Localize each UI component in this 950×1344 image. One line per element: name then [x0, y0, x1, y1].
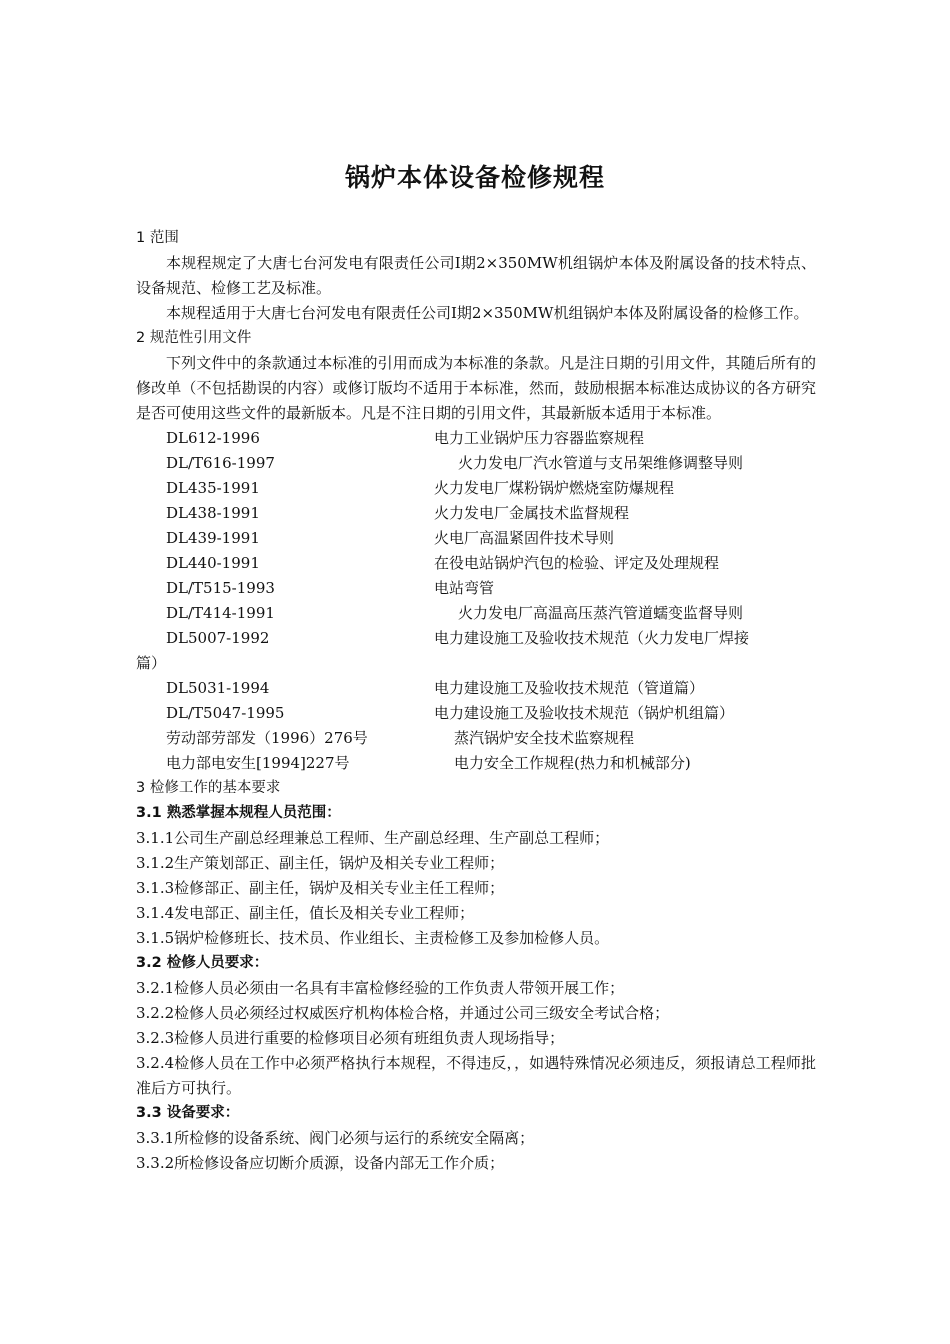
list-item: 3.2.2检修人员必须经过权威医疗机构体检合格，并通过公司三级安全考试合格；: [136, 1004, 670, 1022]
reference-code: 劳动部劳部发（1996）276号: [166, 729, 368, 747]
reference-row: [136, 701, 816, 726]
reference-code: DL/T414-1991: [166, 604, 275, 622]
reference-row: [136, 476, 816, 501]
list-item: 3.1.3检修部正、副主任，锅炉及相关专业主任工程师；: [136, 879, 505, 897]
reference-name: 蒸汽锅炉安全技术监察规程: [454, 729, 635, 747]
subsection-heading-equipment-requirements: 3.3 设备要求：: [136, 1105, 240, 1121]
list-item: 3.3.1所检修的设备系统、阀门必须与运行的系统安全隔离；: [136, 1129, 535, 1147]
reference-code: DL/T515-1993: [166, 579, 275, 597]
reference-name: 在役电站锅炉汽包的检验、评定及处理规程: [434, 554, 720, 572]
section-heading-references: 2 规范性引用文件: [136, 330, 252, 346]
reference-name: 火力发电厂煤粉锅炉燃烧室防爆规程: [434, 479, 675, 497]
reference-name: 电力建设施工及验收技术规范（火力发电厂焊接: [434, 629, 750, 647]
reference-code: DL440-1991: [166, 554, 260, 572]
reference-row: [136, 676, 816, 701]
list-item: 3.2.1检修人员必须由一名具有丰富检修经验的工作负责人带领开展工作；: [136, 979, 625, 997]
reference-code: DL5031-1994: [166, 679, 270, 697]
scope-paragraph-1: 本规程规定了大唐七台河发电有限责任公司Ⅰ期2×350MW机组锅炉本体及附属设备的技术特点、设备规范、检修工艺及标准。: [136, 254, 816, 297]
reference-row: [136, 601, 816, 626]
list-item: 3.3.2所检修设备应切断介质源，设备内部无工作介质；: [136, 1154, 505, 1172]
reference-code: DL439-1991: [166, 529, 260, 547]
reference-name-continuation: 篇）: [136, 654, 167, 672]
reference-row: [136, 576, 816, 601]
reference-code: DL5007-1992: [166, 629, 270, 647]
section-heading-requirements: 3 检修工作的基本要求: [136, 780, 281, 796]
reference-code: 电力部电安生[1994]227号: [166, 754, 350, 772]
reference-name: 火电厂高温紧固件技术导则: [434, 529, 615, 547]
reference-name: 火力发电厂汽水管道与支吊架维修调整导则: [458, 454, 744, 472]
reference-row: [136, 451, 816, 476]
reference-code: DL612-1996: [166, 429, 260, 447]
document-body: [136, 226, 816, 1176]
reference-name: 电站弯管: [434, 579, 495, 597]
reference-name: 电力安全工作规程(热力和机械部分): [454, 754, 691, 772]
reference-row: [136, 551, 816, 576]
scope-paragraph-2: 本规程适用于大唐七台河发电有限责任公司Ⅰ期2×350MW机组锅炉本体及附属设备的检修工作。: [166, 304, 809, 322]
reference-row: [136, 751, 816, 776]
document-title: 锅炉本体设备检修规程: [344, 163, 605, 192]
reference-code: DL/T616-1997: [166, 454, 275, 472]
list-item: 3.1.4发电部正、副主任，值长及相关专业工程师；: [136, 904, 475, 922]
reference-code: DL438-1991: [166, 504, 260, 522]
subsection-heading-personnel-scope: 3.1 熟悉掌握本规程人员范围：: [136, 805, 341, 821]
list-item: 3.1.5锅炉检修班长、技术员、作业组长、主责检修工及参加检修人员。: [136, 929, 610, 947]
reference-list: [136, 426, 816, 776]
reference-name: 电力建设施工及验收技术规范（锅炉机组篇）: [434, 704, 735, 722]
references-paragraph: 下列文件中的条款通过本标准的引用而成为本标准的条款。凡是注日期的引用文件，其随后所有的修改单（不包括勘误的内容）或修订版均不适用于本标准，然而，鼓励根据本标准达成协议的各方研究是否可使用这些文件的最新版本。凡是不注日期的引用文件，其最新版本适用于本标准。: [136, 354, 816, 422]
reference-row: [136, 526, 816, 551]
list-item: 3.1.1公司生产副总经理兼总工程师、生产副总经理、生产副总工程师；: [136, 829, 610, 847]
reference-code: DL435-1991: [166, 479, 260, 497]
list-item: 3.2.4检修人员在工作中必须严格执行本规程，不得违反，，如遇特殊情况必须违反，须报请总工程师批准后方可执行。: [136, 1054, 816, 1097]
reference-name: 电力工业锅炉压力容器监察规程: [434, 429, 645, 447]
subsection-heading-personnel-requirements: 3.2 检修人员要求：: [136, 955, 269, 971]
reference-row: [136, 726, 816, 751]
section-heading-scope: 1 范围: [136, 230, 179, 246]
reference-name: 电力建设施工及验收技术规范（管道篇）: [434, 679, 705, 697]
reference-row: [136, 426, 816, 451]
reference-name: 火力发电厂高温高压蒸汽管道蠕变监督导则: [458, 604, 744, 622]
reference-row: [136, 501, 816, 526]
list-item: 3.1.2生产策划部正、副主任，锅炉及相关专业工程师；: [136, 854, 505, 872]
reference-row: [136, 626, 816, 676]
list-item: 3.2.3检修人员进行重要的检修项目必须有班组负责人现场指导；: [136, 1029, 565, 1047]
reference-name: 火力发电厂金属技术监督规程: [434, 504, 630, 522]
reference-code: DL/T5047-1995: [166, 704, 285, 722]
